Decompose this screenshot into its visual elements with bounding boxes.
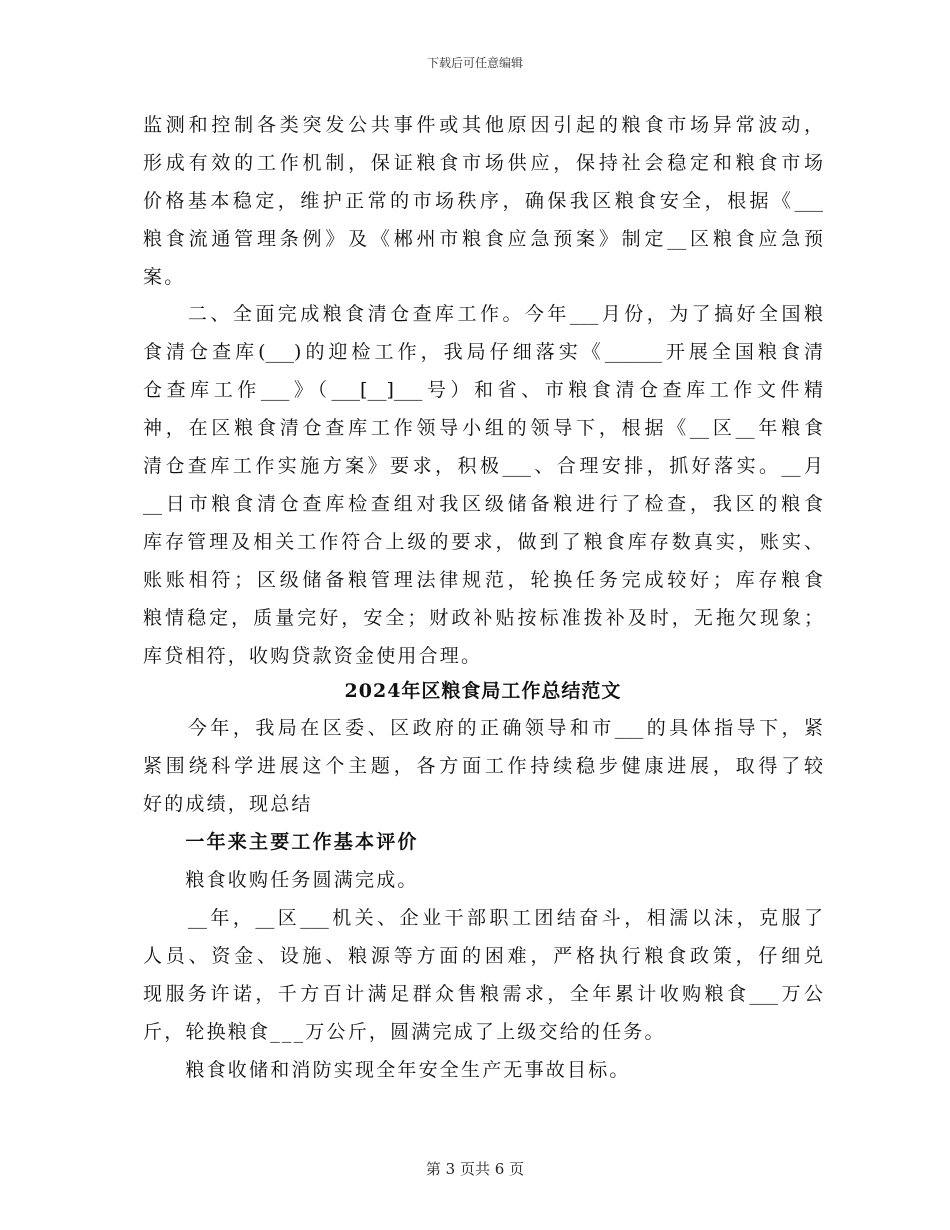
text-line: 食清仓查库(___)的迎检工作，我局仔细落实《______开展全国粮食清 bbox=[143, 341, 823, 363]
text-line: 粮食收储和消防实现全年安全生产无事故目标。 bbox=[143, 1059, 631, 1081]
text-line: 二、全面完成粮食清仓查库工作。今年___月份，为了搞好全国粮 bbox=[143, 303, 823, 325]
text-line: 现服务许诺，千方百计满足群众售粮需求，全年累计收购粮食___万公 bbox=[143, 983, 823, 1005]
text-line: 人员、资金、设施、粮源等方面的困难，严格执行粮食政策，仔细兑 bbox=[143, 945, 823, 967]
page-number: 第 3 页共 6 页 bbox=[425, 1160, 525, 1178]
text-line: 案。 bbox=[143, 266, 186, 288]
text-line: 粮食流通管理条例》及《郴州市粮食应急预案》制定__区粮食应急预 bbox=[143, 228, 823, 250]
text-line: 仓查库工作___》（___[__]___号）和省、市粮食清仓查库工作文件精 bbox=[143, 379, 823, 401]
text-line: 监测和控制各类突发公共事件或其他原因引起的粮食市场异常波动， bbox=[143, 114, 823, 136]
document-title: 2024年区粮食局工作总结范文 bbox=[344, 680, 622, 702]
text-line: __日市粮食清仓查库检查组对我区级储备粮进行了检查，我区的粮食 bbox=[143, 493, 823, 515]
text-line: 库存管理及相关工作符合上级的要求，做到了粮食库存数真实，账实、 bbox=[143, 531, 823, 553]
section-heading: 一年来主要工作基本评价 bbox=[143, 831, 419, 853]
text-line: 粮情稳定，质量完好，安全；财政补贴按标准拨补及时，无拖欠现象； bbox=[143, 607, 823, 629]
text-line: 形成有效的工作机制，保证粮食市场供应，保持社会稳定和粮食市场 bbox=[143, 152, 823, 174]
text-line: 价格基本稳定，维护正常的市场秩序，确保我区粮食安全，根据《___ bbox=[143, 190, 823, 212]
text-line: 好的成绩，现总结 bbox=[143, 793, 313, 815]
text-line: 斤，轮换粮食___万公斤，圆满完成了上级交给的任务。 bbox=[143, 1021, 666, 1043]
text-line: __年，__区___机关、企业干部职工团结奋斗，相濡以沫，克服了 bbox=[143, 907, 823, 929]
text-line: 粮食收购任务圆满完成。 bbox=[143, 869, 419, 891]
text-line: 账账相符；区级储备粮管理法律规范，轮换任务完成较好；库存粮食 bbox=[143, 569, 823, 591]
text-line: 紧围绕科学进展这个主题，各方面工作持续稳步健康进展，取得了较 bbox=[143, 755, 823, 777]
text-line: 神，在区粮食清仓查库工作领导小组的领导下，根据《__区__年粮食 bbox=[143, 417, 823, 439]
text-line: 库贷相符，收购贷款资金使用合理。 bbox=[143, 645, 483, 667]
text-line: 今年，我局在区委、区政府的正确领导和市___的具体指导下，紧 bbox=[143, 717, 823, 739]
text-line: 清仓查库工作实施方案》要求，积极___、合理安排，抓好落实。__月 bbox=[143, 455, 823, 477]
page-header-note: 下载后可任意编辑 bbox=[426, 56, 523, 70]
